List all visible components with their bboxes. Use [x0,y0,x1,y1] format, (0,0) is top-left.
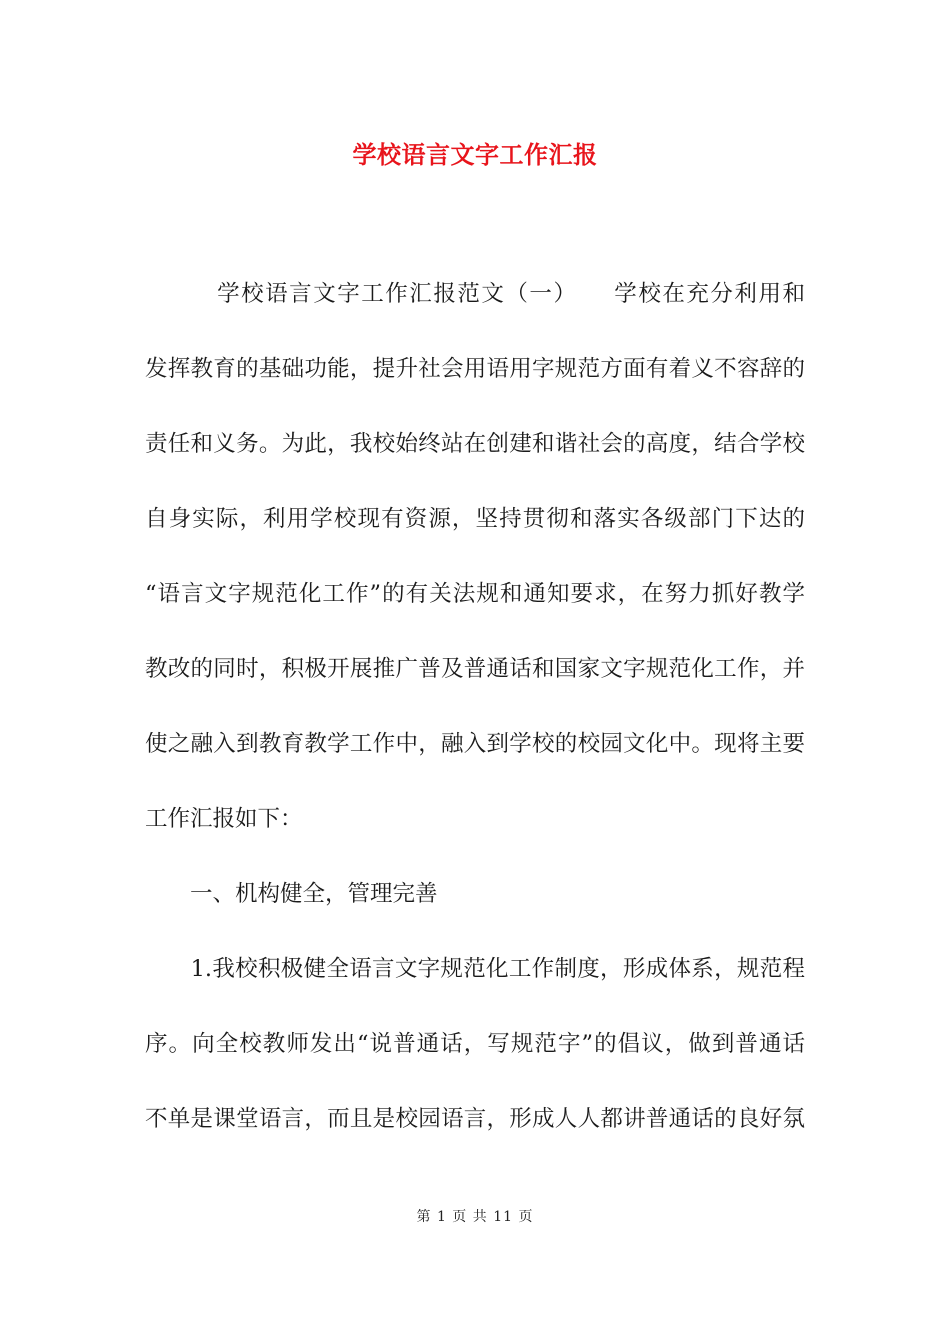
page-footer: 第 1 页 共 11 页 [416,1209,534,1225]
body-line-1: 学校语言文字工作汇报范文（一） 学校在充分利用和 [145,281,805,307]
document-body [145,257,805,1157]
body-line-11: 序。向全校教师发出“说普通话，写规范字”的倡议，做到普通话 [145,1031,805,1057]
section-heading-1: 一、机构健全，管理完善 [145,881,438,907]
body-line-6: 教改的同时，积极开展推广普及普通话和国家文字规范化工作，并 [145,656,805,682]
body-line-7: 使之融入到教育教学工作中，融入到学校的校园文化中。现将主要 [145,731,805,757]
body-line-2: 发挥教育的基础功能，提升社会用语用字规范方面有着义不容辞的 [145,356,805,382]
body-line-12: 不单是课堂语言，而且是校园语言，形成人人都讲普通话的良好氛 [145,1106,805,1132]
body-line-3: 责任和义务。为此，我校始终站在创建和谐社会的高度，结合学校 [145,431,805,457]
body-line-5: “语言文字规范化工作”的有关法规和通知要求，在努力抓好教学 [145,581,805,607]
body-line-10: 1.我校积极健全语言文字规范化工作制度，形成体系，规范程 [145,956,805,982]
document-title: 学校语言文字工作汇报 [352,140,598,169]
body-line-4: 自身实际，利用学校现有资源，坚持贯彻和落实各级部门下达的 [145,506,805,532]
body-line-8: 工作汇报如下： [145,806,303,832]
